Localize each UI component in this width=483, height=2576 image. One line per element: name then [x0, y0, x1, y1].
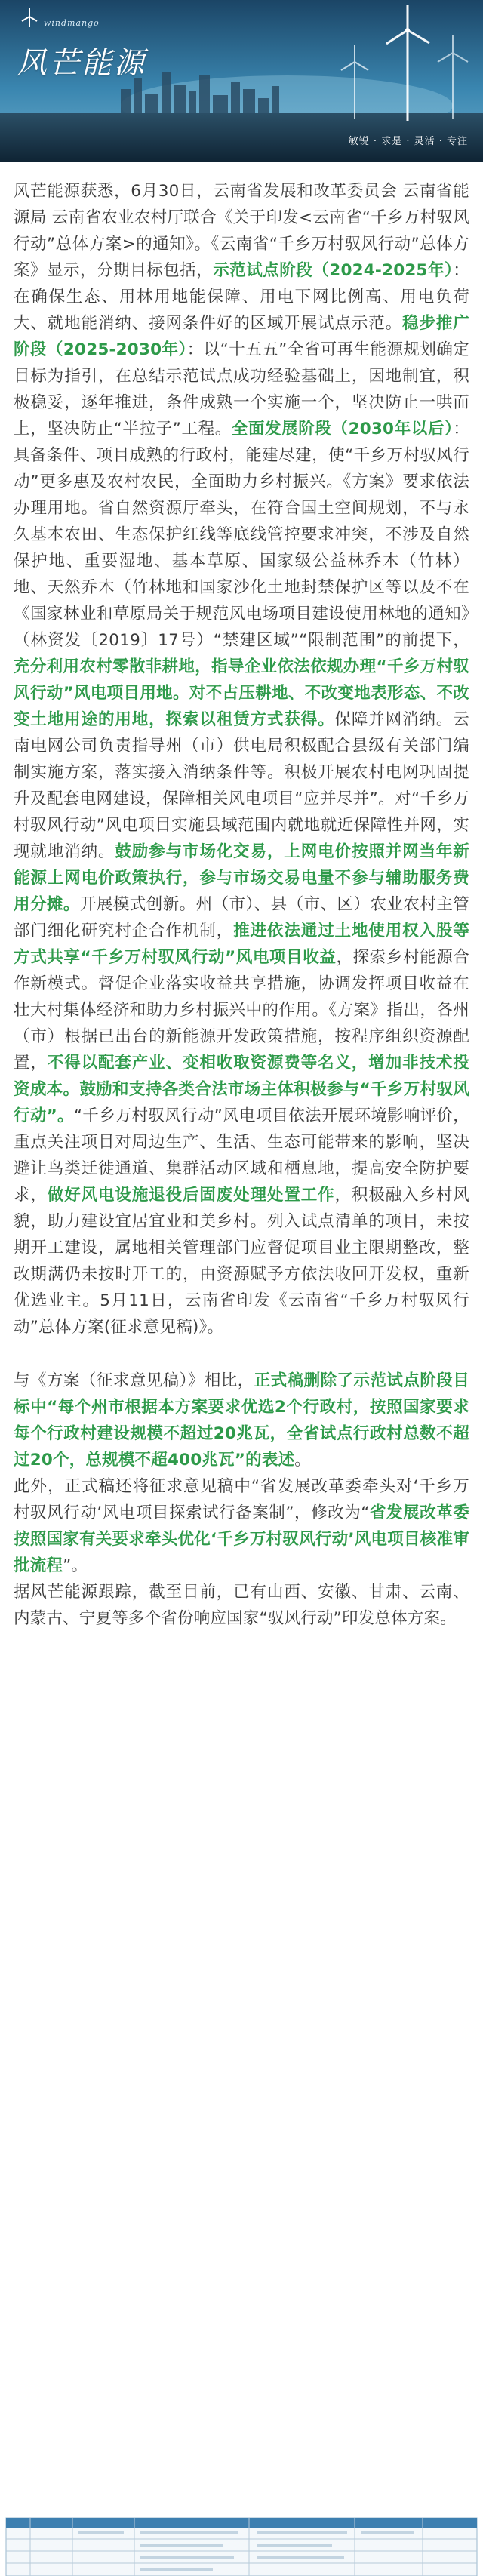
- body-text: 风芒能源获悉，6月30日，云南省发展和改革委员会 云南省能源局 云南省农业农村厅联合《关于印发<云南省“千乡万村驭风行动”总体方案>的通知》。《云南省“千乡万村驭风行动”总体方案》显示，分期目标包括，: [14, 182, 469, 280]
- body-text: 据风芒能源跟踪，截至目前，已有山西、安徽、甘肃、云南、内蒙古、宁夏等多个省份响应国家“驭风行动”印发总体方案。: [14, 1583, 469, 1628]
- body-text: ：具备条件、项目成熟的行政村，能建尽建，使“千乡万村驭风行动”更多惠及农村农民，全面助力乡村振兴。《方案》要求依法办理用地。省自然资源厅牵头，在符合国土空间规划，不与永久基本农田、生态保护红线等底线管控要求冲突，不涉及自然保护地、重要湿地、基本草原、国家级公益林乔木（竹林）地、天然乔木（竹林地和国家沙化土地封禁保护区等以及不在《国家林业和草原局关于规范风电场项目建设使用林地的通知》（林资发〔2019〕17号）“禁建区域”“限制范围”的前提下，: [14, 420, 470, 650]
- brand-name: 风芒能源: [17, 46, 146, 81]
- article-body: [0, 162, 483, 1632]
- highlighted-text: 不得以配套产业、变相收取资源费等名义，增加非技术投资成本。鼓励和支持各类合法市场主体积极参与“千乡万村驭风行动”。: [14, 1054, 469, 1125]
- highlighted-text: 稳步推广阶段（2025-2030年）: [14, 314, 469, 359]
- body-text: ，探索乡村能源合作新模式。督促企业落实收益共享措施，协调发挥项目收益在壮大村集体经济和助力乡村振兴中的作用。《方案》指出，各州（市）根据已出台的新能源开发政策措施，按程序组织资源配置，: [14, 948, 470, 1073]
- body-text: 此外，正式稿还将征求意见稿中“省发展改革委牵头对‘千乡万村驭风行动’风电项目探索试行备案制”，修改为“: [14, 1477, 469, 1522]
- article-paragraph: [0, 1473, 483, 1579]
- highlighted-text: 正式稿删除了示范试点阶段目标中“每个州市根据本方案要求优选2个行政村，按照国家要求每个行政村建设规模不超过20兆瓦，全省试点行政村总数不超过20个，总规模不超400兆瓦”的表述: [14, 1371, 469, 1470]
- body-text: “千乡万村驭风行动”风电项目依法开展环境影响评价，重点关注项目对周边生产、生活、生态可能带来的影响，坚决避让鸟类迁徙通道、集群活动区域和栖息地，提高安全防护要求，: [14, 1106, 469, 1205]
- body-text: 开展模式创新。州（市）、县（市、区）农业农村主管部门细化研究村企合作机制，: [14, 895, 469, 940]
- body-text: ，积极融入乡村风貌，助力建设宜居宜业和美乡村。列入试点清单的项目，未按期开工建设，属地相关管理部门应督促项目业主限期整改，整改期满仍未按时开工的，由资源赋予方依法收回开发权，重新优选业主。5月11日，云南省印发《云南省“千乡万村驭风行动”总体方案(征求意见稿)》。: [14, 1186, 469, 1337]
- body-text: 与《方案（征求意见稿）》相比，: [14, 1371, 254, 1390]
- embedded-table-image: [0, 2513, 483, 2576]
- highlighted-text: 推进依法通过土地使用权入股等方式共享“千乡万村驭风行动”风电项目收益: [14, 922, 469, 967]
- highlighted-text: 省发展改革委按照国家有关要求牵头优化‘千乡万村驭风行动’风电项目核准审批流程: [14, 1503, 470, 1575]
- article-paragraph: [0, 178, 483, 1340]
- brand-subtitle: windmango: [44, 18, 100, 28]
- highlighted-text: 示范试点阶段（2024-2025年）: [213, 261, 454, 280]
- banner-slogan: 敏锐 · 求是 · 灵活 · 专注: [348, 136, 468, 147]
- article-paragraph: [0, 1368, 483, 1473]
- highlighted-text: 鼓励参与市场化交易，上网电价按照并网当年新能源上网电价政策执行，参与市场交易电量不参与辅助服务费用分摊。: [14, 842, 470, 914]
- body-text: ”。: [63, 1556, 88, 1575]
- body-text: ：以“十五五”全省可再生能源规划确定目标为指引，在总结示范试点成功经验基础上，因地制宜，积极稳妥，逐年推进，条件成熟一个实施一个，坚决防止一哄而上，坚决防止“半拉子”工程。: [14, 340, 469, 439]
- article-paragraph: [0, 1579, 483, 1632]
- windmill-logo-icon: [18, 8, 41, 27]
- highlighted-text: 做好风电设施退役后固废处理处置工作: [47, 1186, 335, 1205]
- body-text: ：在确保生态、用林用地能保障、用电下网比例高、用电负荷大、就地能消纳、接网条件好的区域开展试点示范。: [14, 261, 469, 333]
- body-text: 。: [294, 1451, 311, 1470]
- header-banner: [0, 0, 483, 162]
- highlighted-text: 充分利用农村零散非耕地，指导企业依法依规办理“千乡万村驭风行动”风电项目用地。对不占压耕地、不改变地表形态、不改变土地用途的用地，探索以租赁方式获得。: [14, 657, 469, 729]
- table-preview-graphic: [0, 2513, 483, 2576]
- body-text: 保障并网消纳。云南电网公司负责指导州（市）供电局积极配合县级有关部门编制实施方案，落实接入消纳条件等。积极开展农村电网巩固提升及配套电网建设，保障相关风电项目“应并尽并”。对“千乡万村驭风行动”风电项目实施县域范围内就地就近保障性并网，实现就地消纳。: [14, 710, 469, 861]
- highlighted-text: 全面发展阶段（2030年以后）: [231, 420, 454, 439]
